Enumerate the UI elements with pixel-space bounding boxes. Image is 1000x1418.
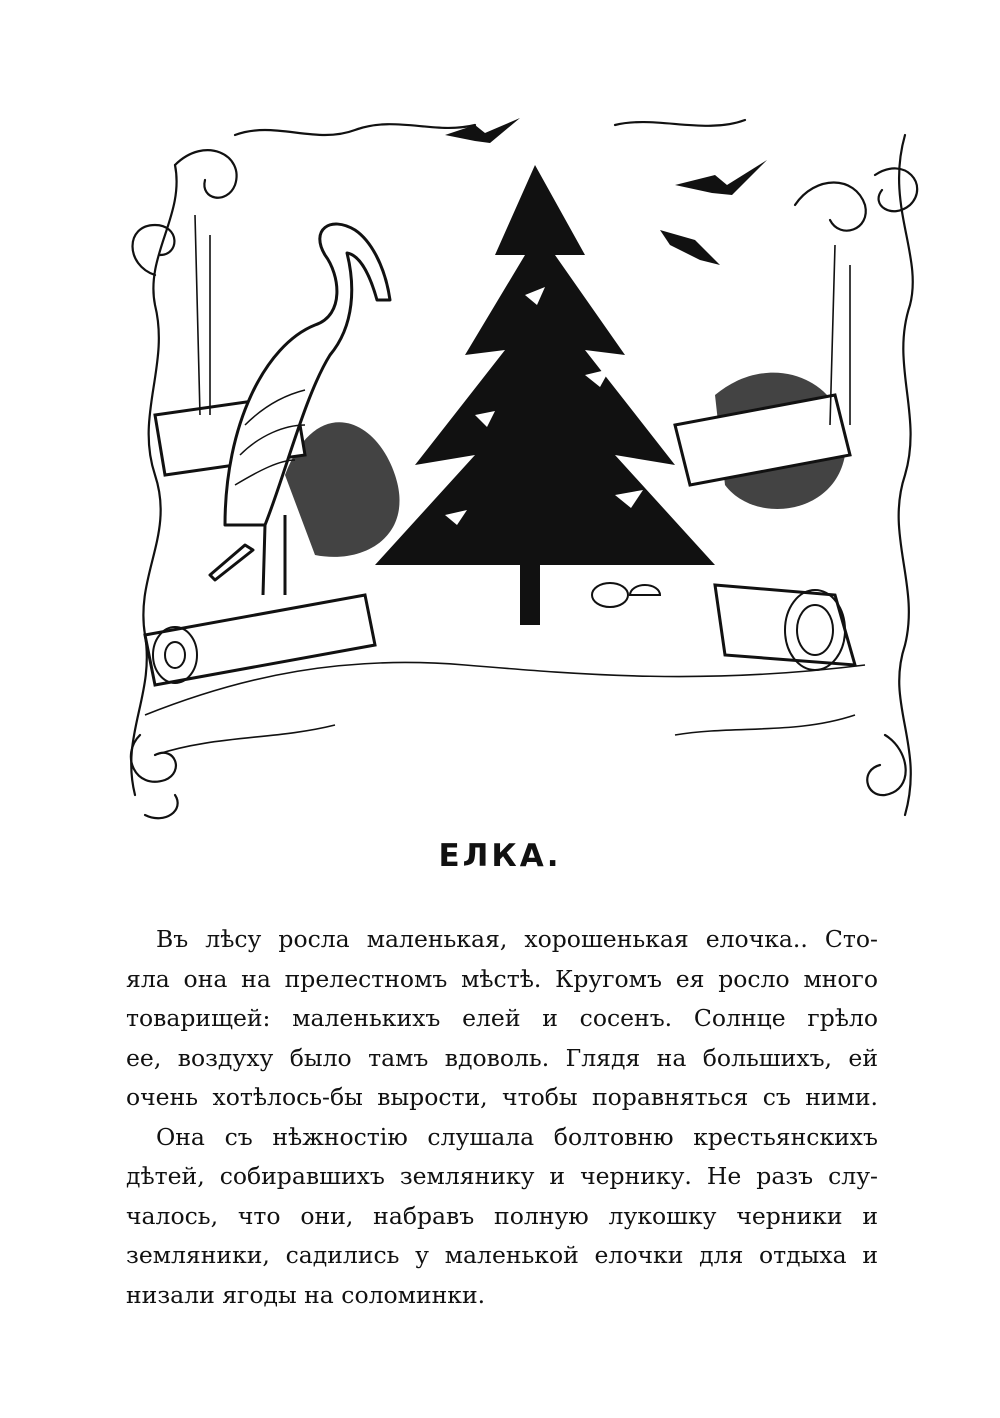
text-line: Въ лѣсу росла маленькая, хорошенькая елочка.. Сто-	[156, 925, 878, 953]
text-line: яла она на прелестномъ мѣстѣ. Кругомъ ея росло много	[126, 964, 878, 993]
text-line: низали ягоды на соломинки.	[126, 1280, 486, 1309]
heron-forest-icon	[115, 95, 935, 840]
forest-illustration	[115, 95, 935, 840]
text-line: Она съ нѣжностію слушала болтовню крестьянскихъ	[156, 1122, 878, 1151]
text-line: товарищей: маленькихъ елей и сосенъ. Солнце грѣло	[126, 1004, 878, 1032]
text-line: земляники, садились у маленькой елочки для отдыха и	[126, 1241, 878, 1269]
text-line: очень хотѣлось-бы вырости, чтобы поравняться съ ними.	[126, 1083, 878, 1111]
page-title: ЕЛКА.	[438, 838, 562, 874]
text-line: дѣтей, собиравшихъ землянику и чернику. Не разъ слу-	[126, 1162, 878, 1190]
text-line: чалось, что они, набравъ полную лукошку черники и	[126, 1201, 878, 1230]
story-text	[126, 920, 878, 1315]
text-line: ее, воздуху было тамъ вдоволь. Глядя на большихъ, ей	[126, 1043, 878, 1072]
